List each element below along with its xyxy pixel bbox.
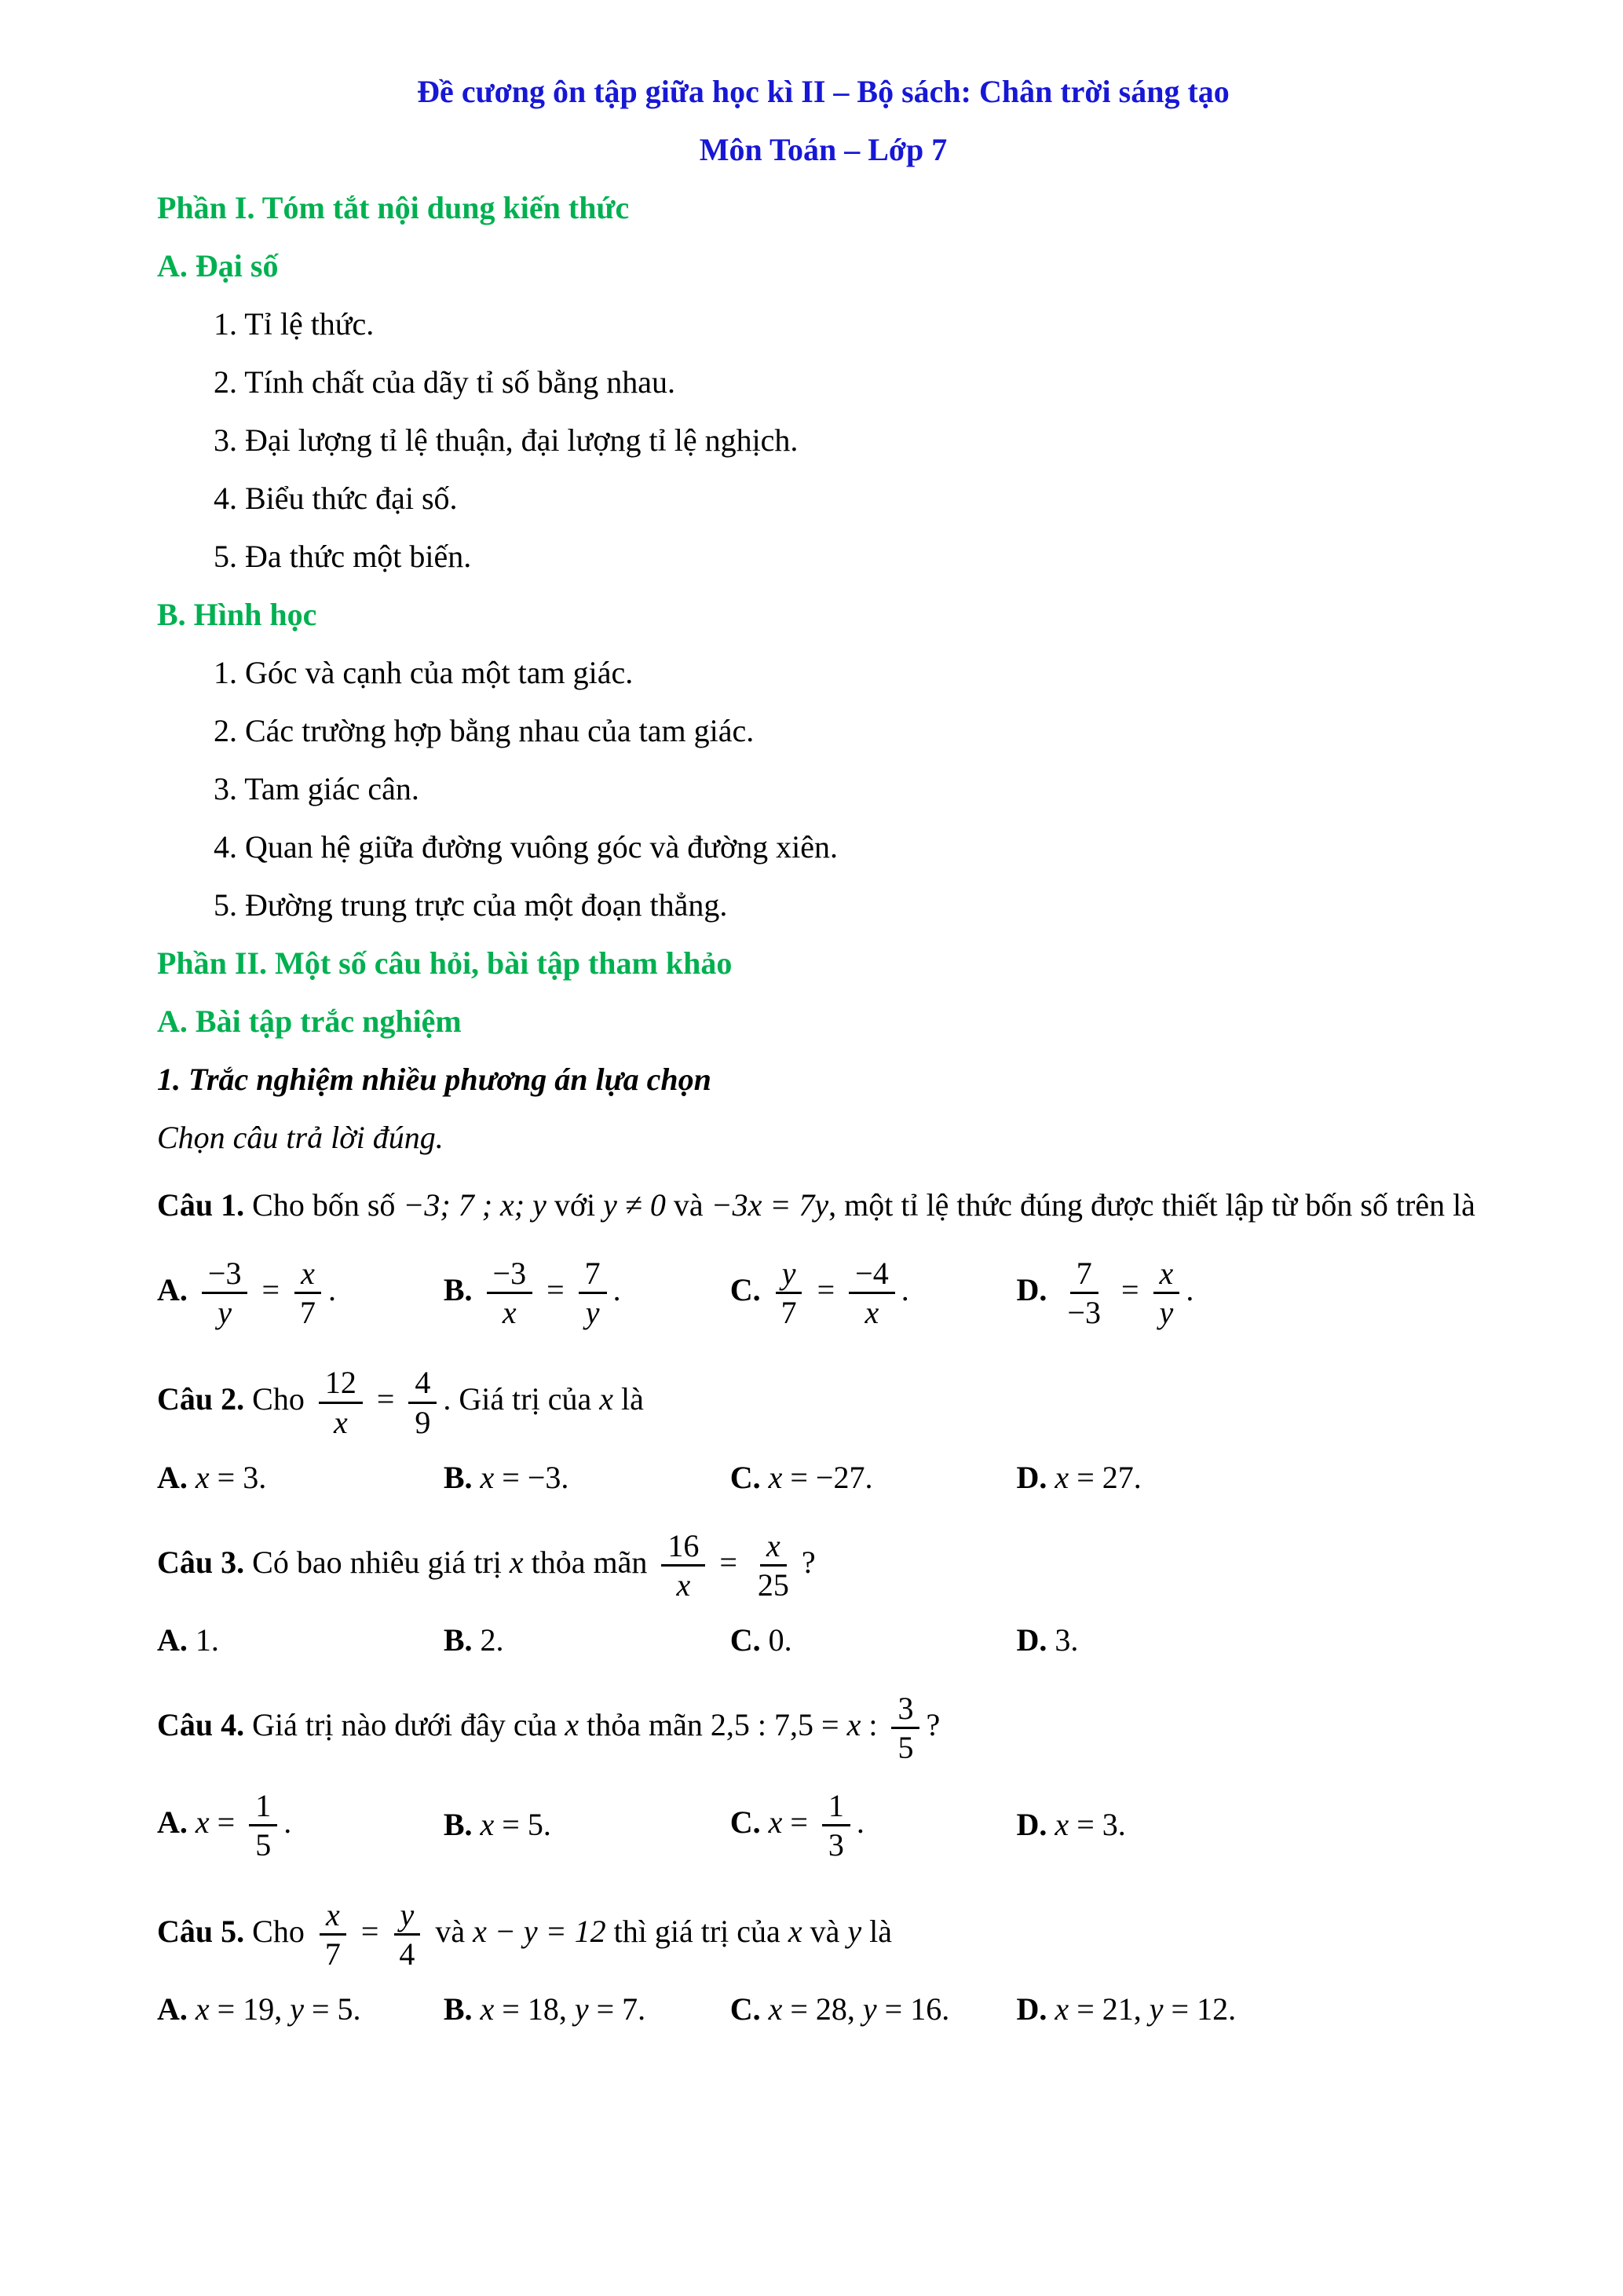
geometry-item-2: 2. Các trường hợp bằng nhau của tam giác. — [214, 713, 755, 748]
document-subtitle: Môn Toán – Lớp 7 — [699, 132, 948, 167]
question-4-option-d: D. x = 3. — [1016, 1807, 1126, 1843]
algebra-item-5: 5. Đa thức một biến. — [214, 539, 472, 574]
fraction: $\frac{x}{25}$ — [757, 1527, 789, 1603]
fraction: $\frac{-4}{x}$ — [849, 1255, 895, 1331]
geometry-item-4: 4. Quan hệ giữa đường vuông góc và đường xiên. — [214, 829, 838, 865]
question-4-stem: Câu 4. Giá trị nào dưới đây của x thỏa mãn 2,5 : 7,5 = x : $\frac{3}{5}$ ? — [157, 1691, 941, 1766]
part2-heading: Phần II. Một số câu hỏi, bài tập tham khảo — [157, 945, 733, 981]
algebra-heading: A. Đại số — [157, 248, 279, 283]
question-3-option-b: B. 2. — [443, 1622, 504, 1658]
question-1-option-a: A. $\frac{-3}{y}$ = $\frac{x}{7}$ . — [157, 1256, 337, 1331]
document-title: Đề cương ôn tập giữa học kì II – Bộ sách: Chân trời sáng tạo — [417, 74, 1230, 109]
geometry-item-5: 5. Đường trung trực của một đoạn thẳng. — [214, 887, 728, 923]
question-2-option-b: B. x = −3. — [443, 1459, 569, 1495]
fraction: $\frac{x}{y}$ — [1153, 1255, 1180, 1331]
geometry-item-3: 3. Tam giác cân. — [214, 771, 419, 806]
fraction: $\frac{16}{x}$ — [661, 1527, 705, 1603]
part1-heading: Phần I. Tóm tắt nội dung kiến thức — [157, 190, 630, 225]
question-3-option-d: D. 3. — [1016, 1622, 1079, 1658]
fraction: $\frac{4}{9}$ — [408, 1364, 437, 1440]
geometry-heading: B. Hình học — [157, 597, 317, 632]
question-1-option-c: C. $\frac{y}{7}$ = $\frac{-4}{x}$ . — [729, 1256, 909, 1331]
question-1-option-b: B. $\frac{-3}{x}$ = $\frac{7}{y}$ . — [443, 1256, 621, 1331]
algebra-item-3: 3. Đại lượng tỉ lệ thuận, đại lượng tỉ lệ nghịch. — [214, 422, 799, 458]
question-2-stem: Câu 2. Cho $\frac{12}{x}$ = $\frac{4}{9}$ . Giá trị của x là — [157, 1365, 644, 1440]
question-3-stem: Câu 3. Có bao nhiêu giá trị x thỏa mãn $\frac{16}{x}$ = $\frac{x}{25}$ ? — [157, 1527, 816, 1603]
question-1-stem: Câu 1. Cho bốn số −3; 7 ; x; y với y ≠ 0 và −3x = 7y, một tỉ lệ thức đúng được thiết lập từ bốn số trên là — [157, 1187, 1475, 1223]
question-2-options — [157, 1449, 1490, 1507]
fraction: $\frac{-3}{x}$ — [487, 1255, 533, 1331]
question-3-option-a: A. 1. — [157, 1622, 219, 1658]
question-1-option-d: D. $\frac{7}{-3}$ = $\frac{x}{y}$ . — [1016, 1256, 1194, 1331]
question-3-options — [157, 1611, 1490, 1669]
question-4-option-a: A. x = $\frac{1}{5}$ . — [157, 1787, 292, 1863]
fraction: $\frac{12}{x}$ — [319, 1364, 363, 1440]
question-3-option-c: C. 0. — [729, 1622, 792, 1658]
section-a-heading: A. Bài tập trắc nghiệm — [157, 1004, 462, 1039]
question-2-option-d: D. x = 27. — [1016, 1459, 1142, 1495]
fraction: $\frac{-3}{y}$ — [202, 1255, 248, 1331]
geometry-item-1: 1. Góc và cạnh của một tam giác. — [214, 655, 634, 690]
question-4-options — [157, 1775, 1490, 1876]
question-5-options — [157, 1980, 1490, 2038]
question-5-stem: Câu 5. Cho $\frac{x}{7}$ = $\frac{y}{4}$ và x − y = 12 thì giá trị của x và y là — [157, 1896, 892, 1972]
fraction: $\frac{1}{3}$ — [822, 1787, 850, 1863]
question-2-option-c: C. x = −27. — [729, 1459, 873, 1495]
algebra-item-1: 1. Tỉ lệ thức. — [214, 306, 375, 342]
question-5-option-d: D. x = 21, y = 12. — [1016, 1991, 1237, 2027]
question-5-option-b: B. x = 18, y = 7. — [443, 1991, 646, 2027]
question-4-option-c: C. x = $\frac{1}{3}$ . — [729, 1787, 865, 1863]
subsection-1-heading: 1. Trắc nghiệm nhiều phương án lựa chọn — [157, 1062, 711, 1097]
question-1-options — [157, 1242, 1490, 1344]
fraction: $\frac{3}{5}$ — [891, 1690, 919, 1766]
fraction: $\frac{1}{5}$ — [249, 1787, 277, 1863]
instruction-line: Chọn câu trả lời đúng. — [157, 1120, 444, 1155]
fraction: $\frac{7}{y}$ — [579, 1255, 607, 1331]
question-4-option-b: B. x = 5. — [443, 1807, 551, 1843]
question-5-option-a: A. x = 19, y = 5. — [157, 1991, 361, 2027]
question-2-option-a: A. x = 3. — [157, 1459, 267, 1495]
question-5-option-c: C. x = 28, y = 16. — [729, 1991, 950, 2027]
fraction: $\frac{x}{7}$ — [294, 1255, 322, 1331]
fraction: $\frac{x}{7}$ — [319, 1896, 347, 1972]
fraction: $\frac{y}{4}$ — [393, 1896, 421, 1972]
algebra-item-4: 4. Biểu thức đại số. — [214, 481, 458, 516]
fraction: $\frac{y}{7}$ — [775, 1255, 803, 1331]
algebra-item-2: 2. Tính chất của dãy tỉ số bằng nhau. — [214, 364, 676, 400]
fraction: $\frac{7}{-3}$ — [1067, 1256, 1101, 1331]
